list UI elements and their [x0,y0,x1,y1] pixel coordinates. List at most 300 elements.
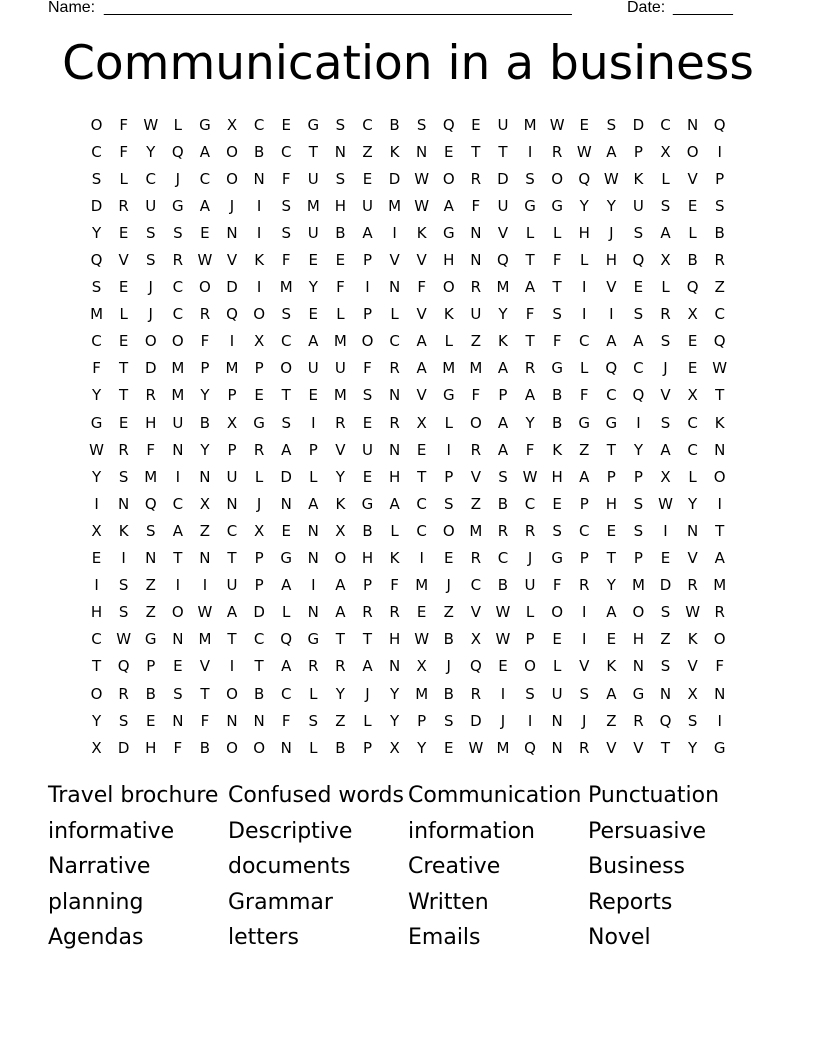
grid-letter: N [253,169,265,188]
grid-letter: U [226,576,238,595]
grid-letter: O [280,359,293,378]
grid-letter: T [227,549,237,568]
grid-letter: E [254,386,264,405]
grid-letter: L [525,603,535,622]
grid-letter: V [416,251,427,270]
grid-letter: W [603,169,619,188]
grid-letter: T [173,549,183,568]
grid-letter: S [525,169,535,188]
grid-letter: Z [443,603,454,622]
grid-letter: X [660,251,671,270]
word-search-grid [83,111,733,761]
grid-letter: I [419,549,424,568]
grid-letter: B [253,142,265,161]
grid-letter: K [552,440,563,459]
grid-letter: S [660,196,671,215]
grid-letter: P [525,630,535,649]
grid-letter: S [173,684,183,703]
grid-letter: N [659,684,672,703]
grid-letter: E [606,630,617,649]
grid-letter: R [118,684,129,703]
grid-letter: N [172,630,184,649]
grid-letter: M [415,684,429,703]
grid-letter: C [199,169,211,188]
grid-letter: X [687,684,698,703]
grid-letter: L [309,738,318,757]
grid-letter: Y [91,711,102,730]
grid-letter: Q [632,386,645,405]
word-list [48,778,768,956]
grid-letter: R [524,359,536,378]
grid-letter: K [498,332,508,351]
grid-letter: S [281,305,291,324]
name-label: Name: [48,0,96,16]
grid-letter: A [308,332,319,351]
grid-letter: O [199,278,211,297]
grid-letter: D [388,169,401,188]
grid-letter: I [717,494,722,513]
grid-letter: S [308,711,319,730]
grid-letter: W [89,440,104,459]
grid-letter: M [333,332,347,351]
grid-letter: E [335,251,346,270]
grid-letter: E [200,223,210,242]
grid-letter: Z [714,278,725,297]
grid-letter: W [414,630,430,649]
grid-letter: W [197,603,213,622]
grid-letter: X [253,332,265,351]
grid-letter: T [227,630,237,649]
grid-letter: D [117,738,130,757]
grid-letter: Q [226,305,238,324]
grid-letter: X [226,413,238,432]
grid-letter: S [606,115,617,134]
grid-letter: F [336,278,345,297]
grid-letter: G [253,413,265,432]
grid-letter: F [119,115,128,134]
grid-letter: P [579,549,589,568]
grid-letter: H [145,738,157,757]
grid-letter: L [119,305,128,324]
grid-letter: S [714,196,725,215]
grid-letter: C [660,115,671,134]
grid-letter: Y [498,305,508,324]
grid-letter: Q [605,359,618,378]
grid-letter: G [307,630,320,649]
grid-letter: J [148,305,153,324]
grid-letter: U [307,223,319,242]
grid-letter: S [173,223,183,242]
grid-letter: S [552,305,562,324]
grid-letter: A [660,223,671,242]
grid-letter: R [335,413,346,432]
grid-letter: U [524,576,536,595]
grid-letter: O [686,142,699,161]
grid-letter: N [226,711,238,730]
grid-letter: Y [688,738,698,757]
word-list-item: letters [228,925,299,950]
grid-letter: V [579,657,590,676]
grid-letter: A [606,142,617,161]
grid-letter: V [416,305,427,324]
grid-letter: U [551,684,563,703]
grid-letter: T [660,738,671,757]
grid-letter: C [524,494,536,513]
grid-letter: V [633,738,644,757]
grid-letter: N [307,549,319,568]
grid-letter: N [172,711,184,730]
grid-letter: M [225,359,239,378]
grid-letter: W [685,603,701,622]
grid-letter: Q [686,278,699,297]
grid-letter: I [229,332,235,351]
grid-letter: G [551,549,563,568]
grid-letter: A [281,440,292,459]
word-list-item: Communication [408,783,582,808]
grid-letter: S [633,305,644,324]
grid-letter: A [524,386,536,405]
grid-letter: U [172,413,184,432]
grid-letter: I [94,576,99,595]
grid-letter: R [118,196,129,215]
grid-letter: F [552,332,562,351]
grid-letter: T [119,359,129,378]
grid-letter: M [306,196,320,215]
grid-letter: U [497,196,509,215]
grid-letter: N [416,142,428,161]
grid-letter: B [551,413,563,432]
grid-letter: U [226,467,238,486]
grid-letter: R [118,440,129,459]
grid-letter: D [659,576,672,595]
grid-letter: A [606,684,617,703]
grid-letter: X [226,115,238,134]
grid-letter: C [172,494,184,513]
grid-letter: A [660,440,671,459]
date-blank-line: _______ [673,0,733,16]
word-list-item: Persuasive [588,818,707,844]
grid-letter: U [497,115,509,134]
grid-letter: K [687,630,698,649]
grid-letter: A [281,657,292,676]
grid-letter: N [632,657,645,676]
grid-letter: S [633,223,644,242]
grid-letter: X [687,305,698,324]
grid-letter: H [388,630,401,649]
word-list-item: documents [228,854,351,879]
grid-letter: V [416,386,427,405]
grid-letter: E [118,278,129,297]
grid-letter: D [144,359,157,378]
grid-letter: W [576,142,592,161]
grid-letter: I [229,657,235,676]
grid-letter: T [417,467,427,486]
grid-letter: X [199,494,211,513]
grid-letter: E [118,332,129,351]
grid-letter: N [199,549,211,568]
grid-letter: V [606,278,617,297]
grid-letter: I [717,711,722,730]
grid-letter: E [687,196,698,215]
grid-letter: M [144,467,158,486]
grid-letter: B [714,223,725,242]
grid-letter: Y [335,684,345,703]
grid-letter: C [253,630,265,649]
grid-letter: N [686,521,699,540]
grid-letter: P [362,576,372,595]
grid-letter: G [90,413,103,432]
grid-letter: Y [91,223,102,242]
grid-letter: X [389,738,400,757]
grid-letter: U [334,359,346,378]
grid-letter: M [90,305,104,324]
grid-letter: U [470,305,482,324]
grid-letter: M [415,576,429,595]
page-title: Communication in a business [62,36,754,91]
grid-letter: C [497,549,509,568]
grid-letter: O [253,305,266,324]
grid-letter: X [660,142,671,161]
grid-letter: O [226,142,238,161]
grid-letter: Z [145,576,156,595]
grid-letter: M [469,359,483,378]
grid-letter: S [335,169,346,188]
grid-letter: F [715,657,725,676]
grid-letter: T [281,386,291,405]
grid-letter: S [281,196,291,215]
grid-letter: D [280,467,292,486]
grid-letter: E [633,278,644,297]
grid-letter: E [687,332,698,351]
grid-letter: S [633,494,644,513]
grid-letter: N [388,278,401,297]
grid-letter: A [362,223,373,242]
grid-letter: R [470,549,482,568]
grid-letter: V [687,657,698,676]
grid-letter: T [335,630,345,649]
grid-letter: B [335,738,346,757]
grid-letter: C [687,413,698,432]
grid-letter: H [632,630,645,649]
word-list-item: Punctuation [588,783,720,808]
grid-letter: O [713,630,726,649]
grid-letter: R [470,440,482,459]
grid-letter: L [552,223,562,242]
grid-letter: S [416,115,427,134]
grid-letter: A [416,332,427,351]
grid-letter: A [389,494,400,513]
grid-letter: P [633,549,643,568]
grid-letter: L [444,332,453,351]
grid-letter: K [714,413,725,432]
grid-letter: S [552,521,562,540]
grid-letter: R [389,603,400,622]
grid-letter: Q [144,494,157,513]
grid-letter: C [91,332,102,351]
grid-letter: O [442,169,455,188]
grid-letter: G [605,413,618,432]
grid-letter: P [254,549,264,568]
grid-letter: S [281,223,291,242]
grid-letter: I [636,413,641,432]
grid-letter: Q [659,711,672,730]
grid-letter: N [551,738,563,757]
grid-letter: O [442,521,455,540]
grid-letter: I [527,711,533,730]
grid-letter: C [362,115,373,134]
grid-letter: X [416,413,427,432]
grid-letter: R [470,278,482,297]
grid-letter: R [253,440,265,459]
grid-letter: X [416,657,427,676]
grid-letter: Y [335,467,345,486]
grid-letter: R [524,521,536,540]
grid-letter: I [175,467,181,486]
grid-letter: E [444,549,454,568]
grid-letter: S [335,115,346,134]
grid-letter: A [199,142,211,161]
grid-letter: K [416,223,427,242]
grid-letter: N [470,223,482,242]
grid-letter: A [335,603,346,622]
grid-letter: V [389,251,400,270]
grid-letter: Y [91,467,102,486]
grid-letter: T [498,142,508,161]
grid-letter: N [307,603,319,622]
grid-letter: R [714,603,725,622]
grid-letter: S [525,684,535,703]
grid-letter: C [578,521,590,540]
grid-letter: Z [145,603,156,622]
grid-letter: Z [199,521,211,540]
grid-letter: Y [200,386,210,405]
grid-letter: C [606,386,617,405]
grid-letter: S [660,603,671,622]
grid-letter: N [280,494,292,513]
grid-letter: N [118,494,130,513]
grid-letter: N [334,142,346,161]
grid-letter: M [496,738,510,757]
grid-letter: J [582,711,587,730]
grid-letter: O [226,738,238,757]
grid-letter: A [497,440,509,459]
grid-letter: J [500,711,506,730]
grid-letter: P [362,738,372,757]
grid-letter: K [389,549,400,568]
grid-letter: F [200,711,210,730]
grid-letter: R [660,305,671,324]
grid-letter: T [525,332,535,351]
grid-letter: X [253,521,265,540]
grid-letter: J [365,684,370,703]
grid-letter: K [443,305,454,324]
grid-letter: Y [606,576,616,595]
grid-letter: B [551,386,563,405]
grid-letter: A [579,467,590,486]
grid-letter: O [253,738,266,757]
grid-letter: A [226,603,238,622]
grid-letter: Q [713,332,726,351]
grid-letter: N [145,549,157,568]
grid-letter: S [498,467,508,486]
grid-letter: O [361,332,374,351]
name-blank-line: _______________________________________________________ [104,0,572,16]
grid-letter: G [144,630,157,649]
grid-letter: K [118,521,129,540]
word-list-item: Reports [588,889,673,915]
grid-letter: J [148,278,153,297]
grid-letter: G [361,494,374,513]
grid-letter: C [172,305,184,324]
grid-letter: I [94,494,99,513]
grid-letter: T [471,142,481,161]
grid-letter: F [417,278,426,297]
grid-letter: H [145,413,157,432]
word-list-item: Narrative [48,854,151,879]
grid-letter: I [121,549,126,568]
grid-letter: E [308,305,319,324]
grid-letter: B [389,115,400,134]
grid-letter: G [632,684,645,703]
grid-letter: H [90,603,103,622]
grid-letter: Y [525,413,535,432]
grid-letter: E [552,630,562,649]
grid-letter: T [552,278,562,297]
grid-letter: L [173,115,182,134]
grid-letter: S [633,521,644,540]
grid-letter: O [334,549,347,568]
grid-letter: G [442,386,455,405]
grid-letter: T [119,386,129,405]
grid-letter: P [146,657,156,676]
grid-letter: C [280,332,292,351]
grid-letter: Y [389,684,400,703]
grid-letter: P [633,142,643,161]
grid-letter: N [388,657,401,676]
grid-letter: O [226,169,238,188]
grid-letter: N [686,115,699,134]
grid-letter: J [527,549,533,568]
grid-letter: P [254,576,264,595]
grid-letter: O [442,278,455,297]
grid-letter: B [362,521,373,540]
grid-letter: I [392,223,397,242]
grid-letter: L [119,169,128,188]
grid-letter: C [578,332,590,351]
grid-letter: I [256,196,262,215]
grid-letter: Z [660,630,671,649]
grid-letter: I [311,576,316,595]
grid-letter: W [197,251,213,270]
grid-letter: N [388,440,401,459]
grid-letter: P [362,305,372,324]
grid-letter: O [524,657,536,676]
grid-letter: D [226,278,238,297]
grid-letter: Q [90,251,103,270]
grid-letter: I [311,413,316,432]
grid-letter: R [497,521,509,540]
grid-letter: P [715,169,725,188]
grid-letter: F [146,440,156,459]
grid-letter: E [173,657,183,676]
grid-letter: L [661,169,670,188]
grid-letter: H [388,467,401,486]
grid-letter: C [172,278,184,297]
grid-letter: E [416,603,427,622]
grid-letter: S [281,413,291,432]
grid-letter: J [446,657,451,676]
grid-letter: Z [606,711,617,730]
